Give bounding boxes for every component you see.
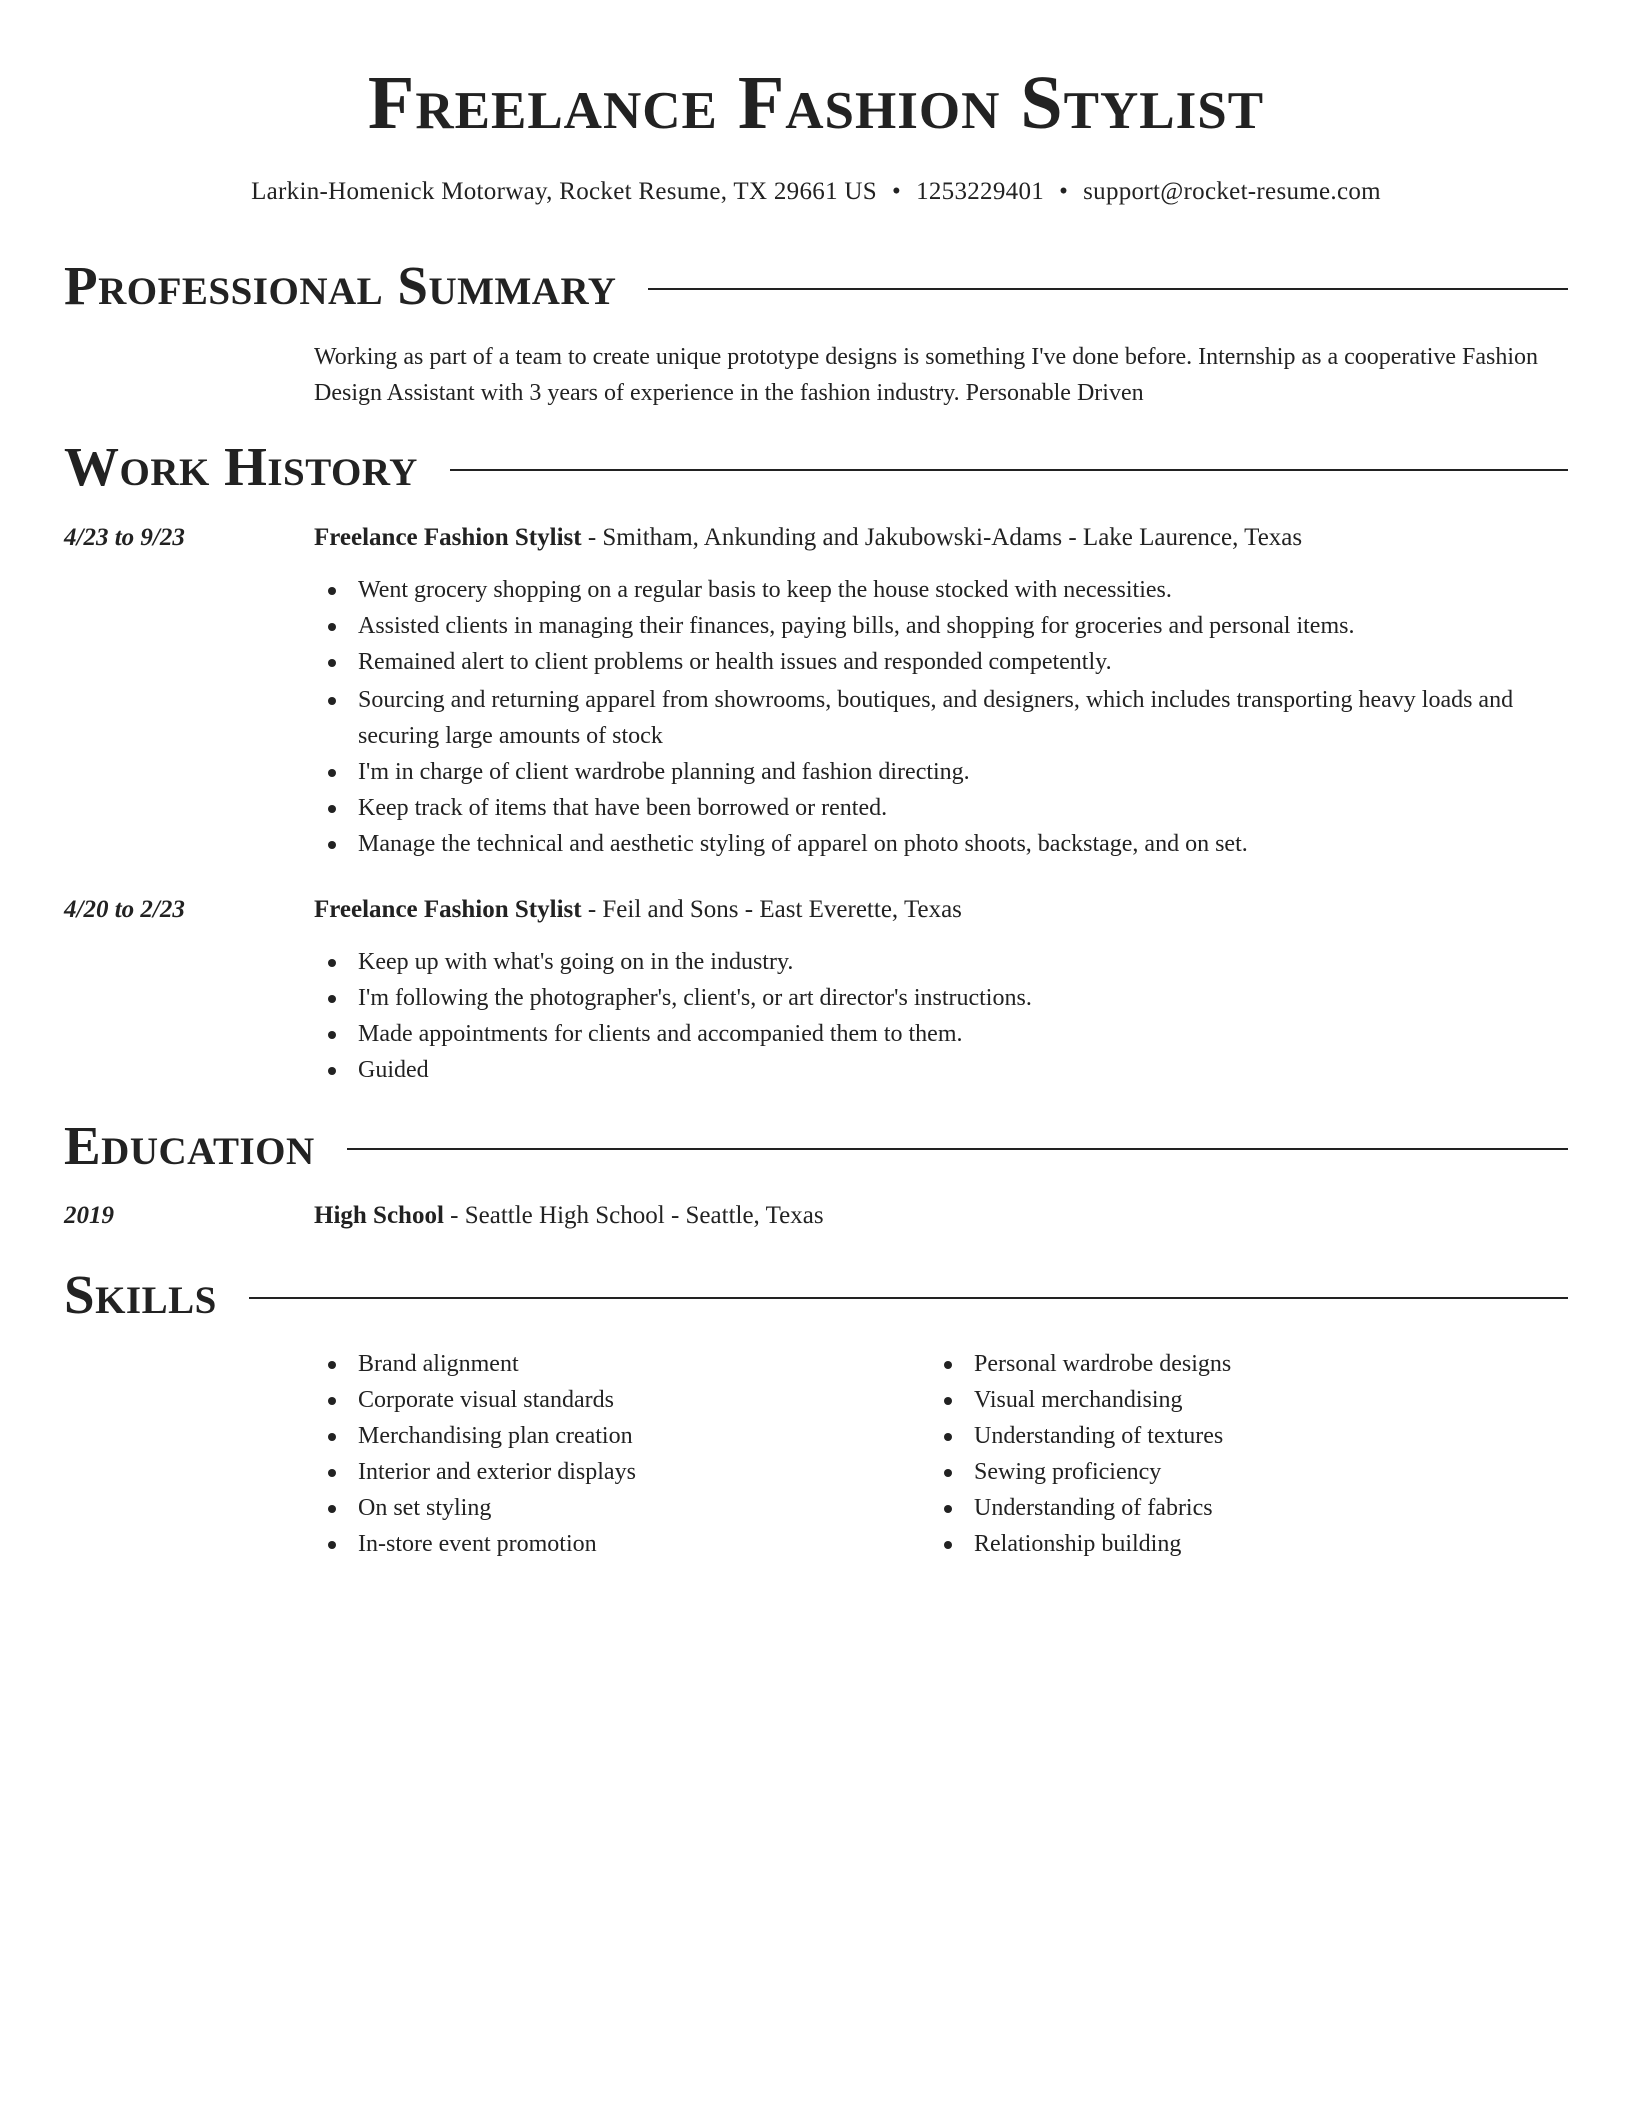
job-bullets <box>314 944 1568 1088</box>
skill-item: Brand alignment <box>314 1346 894 1382</box>
contact-address: Larkin-Homenick Motorway, Rocket Resume, TX 29661 US <box>251 178 877 205</box>
section-header-work <box>64 435 1568 499</box>
job-dates: 4/23 to 9/23 <box>64 524 185 551</box>
contact-email: support@rocket-resume.com <box>1083 178 1381 205</box>
contact-separator: • <box>1059 178 1069 205</box>
section-title-summary: Professional Summary <box>64 255 617 316</box>
education-heading <box>314 1198 1568 1234</box>
skills-list-left <box>314 1346 894 1562</box>
section-header-skills <box>64 1263 1568 1327</box>
section-title-skills: Skills <box>64 1264 217 1325</box>
section-header-summary <box>64 254 1568 318</box>
section-title-work: Work History <box>64 436 418 497</box>
resume-name: Freelance Fashion Stylist <box>367 61 1265 145</box>
contact-phone: 1253229401 <box>916 178 1045 205</box>
job-heading <box>314 520 1568 556</box>
section-divider <box>347 1148 1568 1150</box>
list-item: Made appointments for clients and accompanied them to them. <box>314 1016 1568 1052</box>
job-role: Freelance Fashion Stylist <box>314 896 582 923</box>
section-header-education <box>64 1114 1568 1178</box>
job-role: Freelance Fashion Stylist <box>314 524 582 551</box>
skill-item: Merchandising plan creation <box>314 1418 894 1454</box>
list-item: Manage the technical and aesthetic styling of apparel on photo shoots, backstage, and on set. <box>314 826 1568 862</box>
skill-item: Understanding of fabrics <box>930 1490 1530 1526</box>
job-details: - Smitham, Ankunding and Jakubowski-Adams - Lake Laurence, Texas <box>581 524 1303 551</box>
list-item: Guided <box>314 1052 1568 1088</box>
list-item: I'm following the photographer's, client's, or art director's instructions. <box>314 980 1568 1016</box>
list-item: Sourcing and returning apparel from showrooms, boutiques, and designers, which includes transporting heavy loads and securing large amounts of stock <box>314 682 1568 754</box>
list-item: Keep up with what's going on in the industry. <box>314 944 1568 980</box>
skill-item: In-store event promotion <box>314 1526 894 1562</box>
section-divider <box>249 1297 1568 1299</box>
section-divider <box>450 469 1568 471</box>
skill-item: Relationship building <box>930 1526 1530 1562</box>
skill-item: On set styling <box>314 1490 894 1526</box>
section-title-education: Education <box>64 1115 315 1176</box>
job-heading <box>314 892 1568 928</box>
skills-list-right <box>930 1346 1530 1562</box>
skill-item: Understanding of textures <box>930 1418 1530 1454</box>
list-item: Remained alert to client problems or health issues and responded competently. <box>314 644 1568 680</box>
skill-item: Personal wardrobe designs <box>930 1346 1530 1382</box>
list-item: I'm in charge of client wardrobe planning and fashion directing. <box>314 754 1568 790</box>
contact-line <box>0 176 1632 208</box>
skill-item: Corporate visual standards <box>314 1382 894 1418</box>
education-details: - Seattle High School - Seattle, Texas <box>443 1202 824 1229</box>
education-degree: High School <box>314 1202 444 1229</box>
job-bullets <box>314 572 1568 862</box>
list-item: Keep track of items that have been borrowed or rented. <box>314 790 1568 826</box>
summary-text: Working as part of a team to create unique prototype designs is something I've done before. Internship as a cooperative Fashion Design Assistant with 3 years of experience in the fashion industry. Personable Driven <box>314 344 1539 406</box>
job-details: - Feil and Sons - East Everette, Texas <box>581 896 962 923</box>
job-dates: 4/20 to 2/23 <box>64 896 185 923</box>
list-item: Assisted clients in managing their finances, paying bills, and shopping for groceries and personal items. <box>314 608 1568 644</box>
skill-item: Visual merchandising <box>930 1382 1530 1418</box>
contact-separator: • <box>892 178 902 205</box>
section-divider <box>648 288 1568 290</box>
skill-item: Sewing proficiency <box>930 1454 1530 1490</box>
education-year: 2019 <box>64 1202 114 1229</box>
skill-item: Interior and exterior displays <box>314 1454 894 1490</box>
list-item: Went grocery shopping on a regular basis to keep the house stocked with necessities. <box>314 572 1568 608</box>
